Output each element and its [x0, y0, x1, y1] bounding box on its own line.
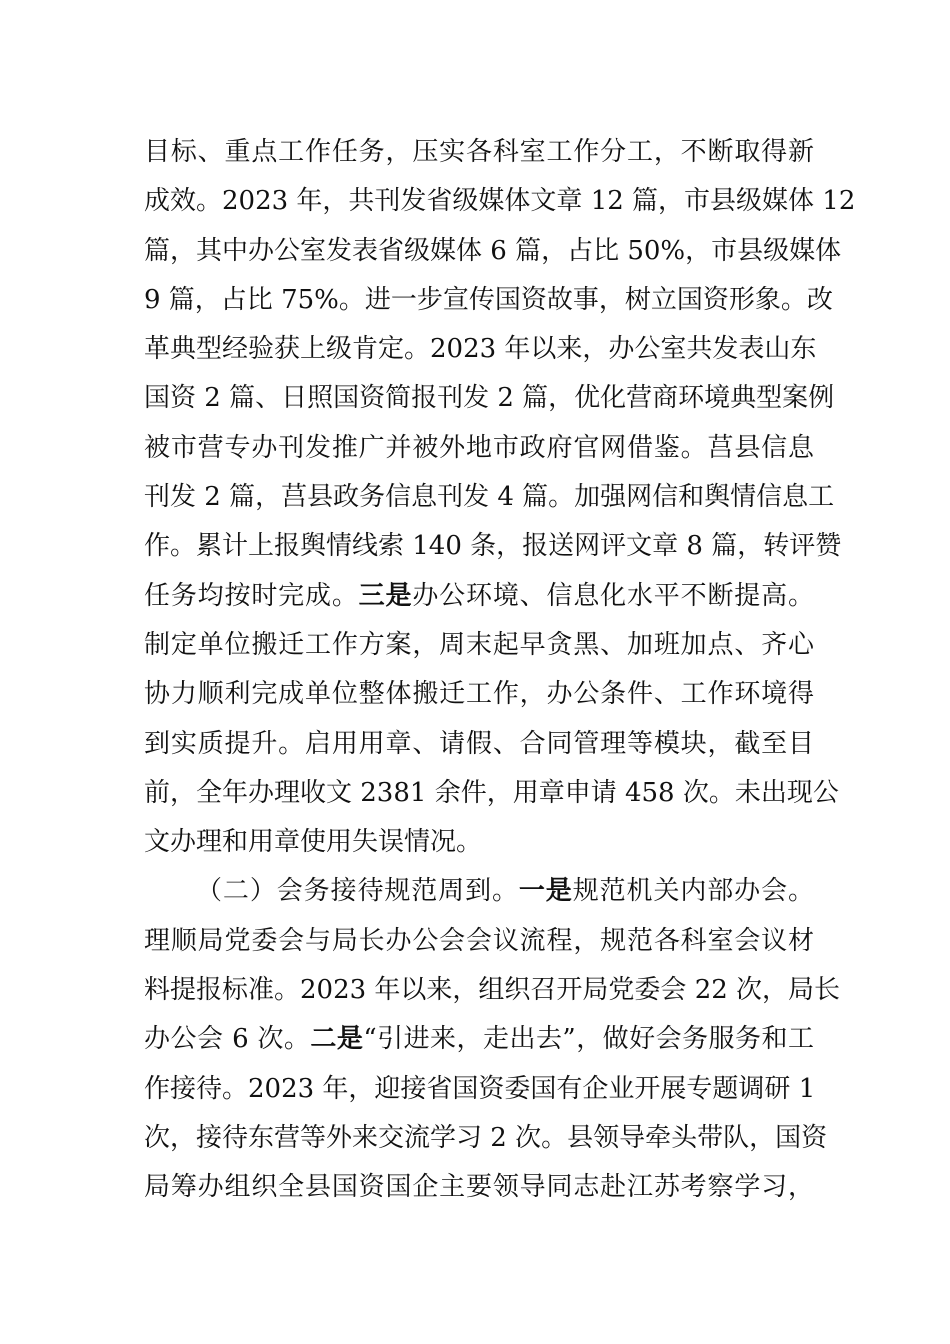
text-segment: 协力顺利完成单位整体搬迁工作，办公条件、工作环境得: [144, 679, 814, 710]
text-segment: 篇，其中办公室发表省级媒体 6 篇，占比 50%，市县级媒体: [144, 235, 842, 266]
text-segment: 成效。2023 年，共刊发省级媒体文章 12 篇，市县级媒体 12: [144, 186, 856, 217]
text-segment: 局筹办组织全县国资国企主要领导同志赴江苏考察学习，: [144, 1172, 814, 1203]
text-segment: 办公会 6 次。: [144, 1024, 311, 1055]
text-segment: 理顺局党委会与局长办公会会议流程，规范各科室会议材: [144, 925, 814, 956]
text-line: [144, 177, 856, 226]
text-segment: “引进来，走出去”，做好会务服务和工: [363, 1024, 814, 1055]
text-segment: 作。累计上报舆情线索 140 条，报送网评文章 8 篇，转评赞: [144, 531, 842, 562]
text-line: [144, 424, 814, 473]
text-line: [144, 227, 842, 276]
text-segment: 规范机关内部办会。: [572, 876, 814, 907]
text-segment: 任务均按时完成。: [144, 580, 359, 611]
text-segment: 刊发 2 篇，莒县政务信息刊发 4 篇。加强网信和舆情信息工: [144, 482, 835, 513]
text-line: [144, 720, 814, 769]
text-segment: 次，接待东营等外来交流学习 2 次。县领导牵头带队，国资: [144, 1122, 828, 1153]
text-line: [144, 374, 835, 423]
text-line: [144, 670, 814, 719]
text-line: [144, 522, 842, 571]
text-line: [144, 572, 814, 621]
bold-marker: 二是: [310, 1024, 364, 1055]
text-segment: 制定单位搬迁工作方案，周末起早贪黑、加班加点、齐心: [144, 629, 814, 660]
text-segment: 料提报标准。2023 年以来，组织召开局党委会 22 次，局长: [144, 975, 841, 1006]
text-line: [144, 966, 841, 1015]
text-segment: 国资 2 篇、日照国资简报刊发 2 篇，优化营商环境典型案例: [144, 383, 835, 414]
text-line: [144, 621, 814, 670]
text-segment: 到实质提升。启用用章、请假、合同管理等模块，截至目: [144, 728, 814, 759]
text-line: [144, 867, 814, 916]
text-line: [144, 1114, 828, 1163]
text-segment: 目标、重点工作任务，压实各科室工作分工，不断取得新: [144, 137, 814, 167]
text-line: [144, 1163, 814, 1212]
text-line: [144, 917, 814, 966]
text-segment: 9 篇，占比 75%。进一步宣传国资故事，树立国资形象。改: [144, 284, 833, 315]
text-segment: 作接待。2023 年，迎接省国资委国有企业开展专题调研 1: [144, 1073, 816, 1104]
text-line: [144, 1015, 814, 1064]
text-line: [144, 128, 814, 177]
text-segment: 革典型经验获上级肯定。2023 年以来，办公室共发表山东: [144, 334, 817, 365]
body-text: [144, 128, 856, 1213]
bold-marker: 一是: [518, 876, 573, 907]
text-segment: 文办理和用章使用失误情况。: [144, 827, 483, 858]
text-line: [144, 769, 839, 818]
text-segment: 前，全年办理收文 2381 余件，用章申请 458 次。未出现公: [144, 777, 839, 808]
text-segment: 被市营专办刊发推广并被外地市政府官网借鉴。莒县信息: [144, 432, 814, 463]
text-segment: （二）会务接待规范周到。: [196, 876, 519, 907]
text-line: [144, 276, 833, 325]
text-line: [144, 325, 817, 374]
text-segment: 办公环境、信息化水平不断提高。: [412, 580, 814, 611]
text-line: [144, 818, 814, 867]
text-line: [144, 1065, 814, 1114]
bold-marker: 三是: [358, 580, 413, 611]
text-line: [144, 473, 835, 522]
